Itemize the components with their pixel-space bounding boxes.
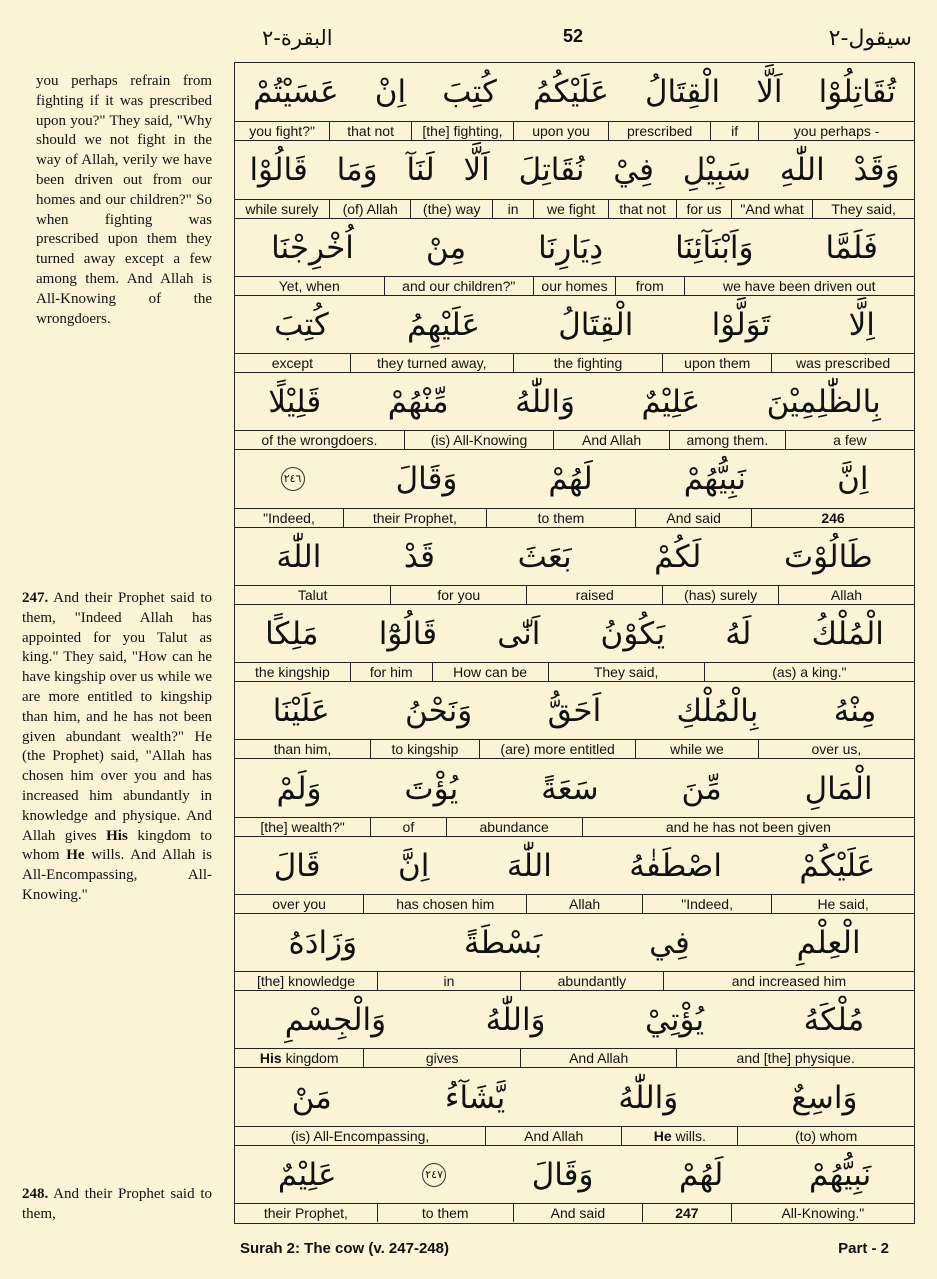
arabic-word: اللّٰهِ [779, 152, 825, 189]
translation-cell: for you [391, 586, 527, 604]
translation-line [235, 1048, 914, 1067]
translation-line [235, 430, 914, 449]
arabic-word: مَنْ [291, 1079, 332, 1116]
arabic-word: وَلَمْ [276, 770, 322, 807]
arabic-word: وَالْجِسْمِ [284, 1002, 387, 1039]
arabic-word: فِي [649, 925, 690, 962]
translation-cell: than him, [235, 740, 371, 758]
translation-text: kingdom to whom [22, 827, 212, 864]
arabic-line [235, 373, 914, 431]
arabic-word: مِنْ [425, 229, 467, 266]
translation-cell: of [371, 818, 446, 836]
arabic-line [235, 63, 914, 121]
translation-text: wills. And Allah is All-Encompassing, All-Knowing." [22, 847, 212, 903]
arabic-word: طَالُوْتَ [783, 538, 873, 575]
translation-line [235, 739, 914, 758]
arabic-word: الْقِتَالُ [558, 306, 634, 343]
arabic-word: الْمُلْكُ [811, 615, 884, 652]
arabic-word: مُلْكَهُ [803, 1002, 865, 1039]
verse-row [235, 836, 914, 913]
translation-cell: for us [677, 200, 732, 218]
verse-row [235, 913, 914, 990]
translation-bold: His [106, 827, 128, 844]
translation-cell: He wills. [622, 1127, 738, 1145]
translation-bold: He [66, 847, 85, 864]
translation-cell: How can be [433, 663, 549, 681]
translation-line [235, 971, 914, 990]
translation-cell: from [616, 277, 685, 295]
footer-surah-info: Surah 2: The cow (v. 247-248) [240, 1240, 449, 1257]
arabic-word: الْقِتَالُ [645, 74, 721, 111]
translation-cell: in [493, 200, 534, 218]
verse-row [235, 140, 914, 217]
verse-number-cell: 246 [821, 509, 845, 526]
translation-cell: He said, [817, 895, 869, 912]
translation-cell: to them [378, 1204, 514, 1222]
verse-row [235, 681, 914, 758]
arabic-word: اِلَّا [848, 306, 875, 343]
juz-header: سيقول-٢ [828, 26, 912, 51]
verse-row [235, 295, 914, 372]
arabic-word: يَّشَآءُ [444, 1079, 506, 1116]
translation-cell: and [the] physique. [736, 1050, 855, 1067]
translation-text: And their Prophet said to them, [22, 1186, 212, 1222]
translation-cell: (are) more entitled [480, 740, 636, 758]
arabic-word: عَلَيْنَا [272, 693, 330, 730]
arabic-word: لَهُمْ [679, 1156, 724, 1193]
arabic-word: وَقَالَ [531, 1156, 594, 1193]
arabic-line [235, 759, 914, 817]
arabic-word: بِالْمُلْكِ [676, 693, 759, 730]
arabic-word: لَهُمْ [548, 461, 593, 498]
translation-line [235, 585, 914, 604]
verse-marker: ٢٤٧ [422, 1163, 446, 1187]
verse-row [235, 372, 914, 449]
translation-cell: upon you [514, 122, 609, 140]
translation-cell: if [711, 122, 759, 140]
translation-cell: abundantly [521, 972, 664, 990]
translation-cell: His kingdom [235, 1049, 364, 1067]
arabic-word: وَزَادَهُ [288, 925, 358, 962]
arabic-word: وَاللّٰهُ [618, 1079, 679, 1116]
verse-row [235, 758, 914, 835]
translation-cell: And Allah [554, 431, 670, 449]
translation-text: And their Prophet said to them, "Indeed Allah has appointed for you Talut as king." They said, "How can he have kingship over us while we are more entitled to kingship than him, and he has not been given abundant wealth?" He (the Prophet) said, "Allah has chosen him over you and has increased him abundantly in knowledge and physique. And Allah gives [22, 590, 212, 844]
translation-cell: we have been driven out [722, 277, 876, 294]
arabic-line [235, 605, 914, 663]
translation-cell: [the] wealth?" [235, 818, 371, 836]
translation-cell: except [235, 354, 351, 372]
arabic-word: مِنْهُ [833, 693, 877, 730]
arabic-word: بَعَثَ [517, 538, 572, 575]
translation-cell: in [378, 972, 521, 990]
translation-bold: He [653, 1127, 672, 1144]
translation-bold: His [259, 1050, 282, 1067]
arabic-line [235, 1068, 914, 1126]
arabic-word: فِيْ [613, 152, 654, 189]
arabic-word: اُخْرِجْنَا [271, 229, 354, 266]
arabic-word: عَلَيْكُمُ [532, 74, 609, 111]
arabic-line [235, 450, 914, 508]
arabic-word: قَالُوْا [249, 152, 308, 189]
arabic-word: اللّٰهَ [506, 847, 552, 884]
verse-number: 248. [22, 1186, 49, 1202]
arabic-word: نُقَاتِلَ [518, 152, 585, 189]
translation-line [235, 662, 914, 681]
translation-cell: gives [364, 1049, 520, 1067]
verse-row [235, 990, 914, 1067]
arabic-word: وَاللّٰهُ [515, 384, 575, 421]
translation-cell: their Prophet, [235, 1204, 378, 1222]
translation-cell: you perhaps - [793, 123, 880, 140]
arabic-word: يَكُوْنُ [600, 615, 666, 652]
translation-cell: "Indeed, [643, 895, 772, 913]
verse-marker: ٢٤٦ [281, 467, 305, 491]
arabic-word: اللّٰهَ [276, 538, 322, 575]
arabic-word: تُقَاتِلُوْا [818, 74, 896, 111]
translation-cell: [the] knowledge [235, 972, 378, 990]
arabic-line [235, 296, 914, 354]
arabic-line [235, 1146, 914, 1204]
translation-cell: (is) All-Encompassing, [235, 1127, 486, 1145]
arabic-line [235, 682, 914, 740]
translation-cell: that not [609, 200, 677, 218]
arabic-word: دِيَارِنَا [538, 229, 604, 266]
arabic-word: اَلَّا [463, 152, 490, 189]
arabic-word: الْعِلْمِ [796, 925, 861, 962]
side-translation-verse-247 [22, 589, 212, 906]
translation-cell: [the] fighting, [412, 122, 514, 140]
translation-line [235, 353, 914, 372]
arabic-word: وَاسِعٌ [791, 1079, 858, 1116]
arabic-word: يُؤْتَ [404, 770, 459, 807]
arabic-word: كُتِبَ [442, 74, 497, 111]
translation-cell: of the wrongdoers. [235, 431, 405, 449]
translation-line [235, 199, 914, 218]
translation-cell: (the) way [411, 200, 493, 218]
translation-cell: their Prophet, [344, 509, 487, 527]
translation-cell: "Indeed, [235, 509, 344, 527]
translation-cell: And Allah [521, 1049, 677, 1067]
translation-cell: abundance [447, 818, 583, 836]
arabic-word: اِنَّ [837, 461, 869, 498]
translation-cell: (is) All-Knowing [405, 431, 555, 449]
translation-cell: and he has not been given [665, 818, 831, 835]
arabic-word: وَاللّٰهُ [485, 1002, 546, 1039]
arabic-line [235, 528, 914, 586]
translation-cell: And said [636, 509, 752, 527]
translation-cell: a few [833, 432, 867, 449]
arabic-word: اَلَّا [756, 74, 783, 111]
translation-cell: raised [527, 586, 663, 604]
translation-cell: while we [636, 740, 759, 758]
translation-cell: for him [351, 663, 433, 681]
translation-cell: our homes [534, 277, 616, 295]
arabic-word: اصْطَفٰهُ [629, 847, 722, 884]
arabic-word: عَلَيْهِمُ [406, 306, 481, 343]
arabic-line [235, 991, 914, 1049]
verse-row [235, 63, 914, 140]
arabic-word: سَبِيْلِ [682, 152, 751, 189]
translation-cell: we fight [534, 200, 609, 218]
verse-row [235, 527, 914, 604]
translation-line [235, 508, 914, 527]
verse-number: 247. [22, 590, 49, 606]
arabic-line [235, 914, 914, 972]
translation-cell: that not [330, 122, 412, 140]
arabic-word: اِنْ [374, 74, 407, 111]
translation-line [235, 121, 914, 140]
arabic-word: لَكُمْ [654, 538, 702, 575]
page-number: 52 [563, 26, 584, 46]
footer-part: Part - 2 [838, 1240, 889, 1257]
arabic-word: الْمَالِ [804, 770, 873, 807]
translation-cell: was prescribed [796, 355, 891, 372]
arabic-word: قَالُوْٓا [378, 615, 438, 652]
arabic-word: نَبِيُّهُمْ [683, 461, 747, 498]
verse-row [235, 218, 914, 295]
arabic-word: اَحَقُّ [547, 693, 602, 730]
translation-cell: They said, [549, 663, 705, 681]
translation-cell: and increased him [731, 973, 847, 990]
verse-row [235, 449, 914, 526]
translation-line [235, 1203, 914, 1222]
translation-line [235, 894, 914, 913]
translation-cell: the fighting [514, 354, 664, 372]
arabic-word: نَبِيُّهُمْ [808, 1156, 872, 1193]
translation-cell: And Allah [486, 1127, 622, 1145]
translation-cell: Yet, when [235, 277, 385, 295]
arabic-word: بَسْطَةً [463, 925, 543, 962]
arabic-word: مَلِكًا [265, 615, 319, 652]
translation-cell: Talut [235, 586, 391, 604]
arabic-line [235, 219, 914, 277]
arabic-word: قَالَ [273, 847, 321, 884]
verse-row [235, 1145, 914, 1222]
arabic-word: فَلَمَّا [825, 229, 878, 266]
arabic-word: عَلَيْكُمْ [799, 847, 876, 884]
arabic-line [235, 837, 914, 895]
translation-cell: the kingship [235, 663, 351, 681]
side-translation-verse-248 [22, 1185, 212, 1225]
arabic-word: عَلِيْمٌ [641, 384, 701, 421]
arabic-word: يُؤْتِيْ [645, 1002, 705, 1039]
arabic-word: قَلِيْلًا [268, 384, 322, 421]
translation-cell: over you [235, 895, 364, 913]
translation-cell: you fight?" [235, 122, 330, 140]
arabic-word: لَهُ [725, 615, 752, 652]
translation-cell: upon them [663, 354, 772, 372]
translation-line [235, 276, 914, 295]
arabic-word: وَقَدْ [853, 152, 900, 189]
arabic-word: عَلِيْمٌ [277, 1156, 337, 1193]
translation-line [235, 817, 914, 836]
translation-cell: among them. [670, 431, 786, 449]
arabic-word: مِّنَ [681, 770, 722, 807]
arabic-word: وَاَبْنَآئِنَا [675, 229, 754, 266]
arabic-line [235, 141, 914, 199]
arabic-word: مِّنْهُمْ [387, 384, 449, 421]
translation-cell: to them [487, 509, 637, 527]
translation-cell: (has) surely [663, 586, 779, 604]
translation-cell: to kingship [371, 740, 480, 758]
verse-number-cell: 247 [643, 1204, 732, 1222]
side-translation-block: you perhaps refrain from fighting if it was prescribed upon you?" They said, "Why should we not fight in the way of Allah, verily we have been driven out from our homes and our children?" So when fighting was prescribed upon them they turned away except a few among them. And Allah is All-Knowing of the wrongdoers. [36, 73, 212, 327]
arabic-word: سَعَةً [541, 770, 599, 807]
translation-cell: while surely [235, 200, 330, 218]
translation-line [235, 1126, 914, 1145]
translation-cell: They said, [831, 200, 896, 217]
translation-cell: over us, [811, 741, 862, 758]
word-by-word-grid [234, 62, 915, 1224]
arabic-word: وَمَا [336, 152, 378, 189]
translation-cell: Allah [830, 586, 863, 603]
arabic-word: عَسَيْتُمْ [253, 74, 339, 111]
arabic-word: وَقَالَ [395, 461, 458, 498]
translation-cell: All-Knowing." [781, 1204, 865, 1221]
translation-cell: Allah [527, 895, 643, 913]
arabic-word: كُتِبَ [274, 306, 329, 343]
translation-cell: has chosen him [364, 895, 527, 913]
arabic-word: قَدْ [403, 538, 435, 575]
translation-cell: and our children?" [385, 277, 535, 295]
verse-row [235, 1067, 914, 1144]
arabic-word: لَنَآ [406, 152, 435, 189]
translation-cell: they turned away, [351, 354, 514, 372]
arabic-word: اَنّٰى [497, 615, 541, 652]
translation-cell: And said [514, 1204, 643, 1222]
arabic-word: تَوَلَّوْا [711, 306, 771, 343]
verse-row [235, 604, 914, 681]
translation-cell: "And what [732, 200, 814, 218]
surah-header: البقرة-٢ [262, 26, 333, 50]
arabic-word: وَنَحْنُ [405, 693, 473, 730]
translation-cell: (of) Allah [330, 200, 412, 218]
arabic-word: بِالظّٰلِمِيْنَ [766, 384, 881, 421]
translation-cell: prescribed [609, 122, 711, 140]
translation-cell: (to) whom [795, 1127, 858, 1144]
translation-cell: (as) a king." [772, 664, 847, 681]
arabic-word: اِنَّ [398, 847, 430, 884]
